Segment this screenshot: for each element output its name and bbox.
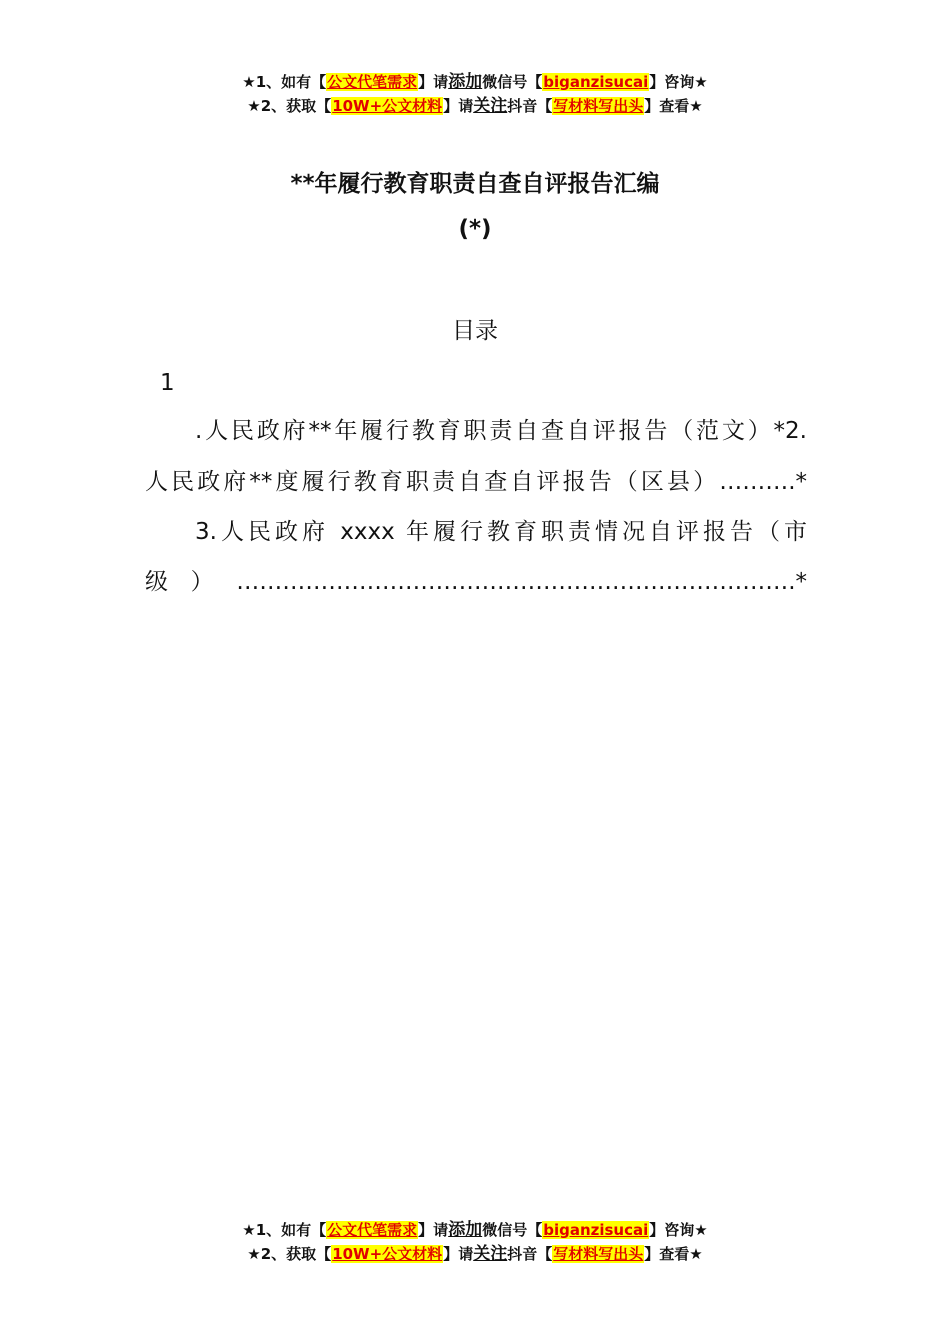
toc-number: 1 — [160, 370, 175, 396]
toc-heading: 目录 — [452, 318, 498, 344]
toc-entry-3-cont[interactable]: 级）……………………………………………………………….* — [145, 569, 807, 595]
douyin-id-highlight: 写材料写出头 — [553, 1245, 644, 1263]
footer-banner — [0, 1218, 950, 1266]
toc-entry-1[interactable]: .人民政府**年履行教育职责自查自评报告（范文）*2. — [195, 418, 807, 444]
footer-banner-line-2: ★2、获取【10W+公文材料】请关注抖音【写材料写出头】查看★ — [247, 1244, 703, 1264]
header-banner-line-1: ★1、如有【公文代笔需求】请添加微信号【biganzisucai】咨询★ — [242, 72, 708, 92]
document-subtitle: (*) — [458, 216, 492, 242]
wechat-id-highlight: biganzisucai — [543, 73, 649, 91]
service-highlight: 公文代笔需求 — [327, 73, 418, 91]
toc-entry-3[interactable]: 3.人民政府 xxxx 年履行教育职责情况自评报告（市 — [195, 519, 807, 545]
service-highlight: 公文代笔需求 — [327, 1221, 418, 1239]
header-banner-line-2: ★2、获取【10W+公文材料】请关注抖音【写材料写出头】查看★ — [247, 96, 703, 116]
douyin-id-highlight: 写材料写出头 — [553, 97, 644, 115]
wechat-id-highlight: biganzisucai — [543, 1221, 649, 1239]
toc-entry-2[interactable]: 人民政府**度履行教育职责自查自评报告（区县）……….* — [145, 469, 807, 495]
document-title: **年履行教育职责自查自评报告汇编 — [290, 171, 660, 197]
materials-highlight: 10W+公文材料 — [332, 1245, 443, 1263]
materials-highlight: 10W+公文材料 — [332, 97, 443, 115]
footer-banner-line-1: ★1、如有【公文代笔需求】请添加微信号【biganzisucai】咨询★ — [242, 1220, 708, 1240]
header-banner — [0, 70, 950, 118]
